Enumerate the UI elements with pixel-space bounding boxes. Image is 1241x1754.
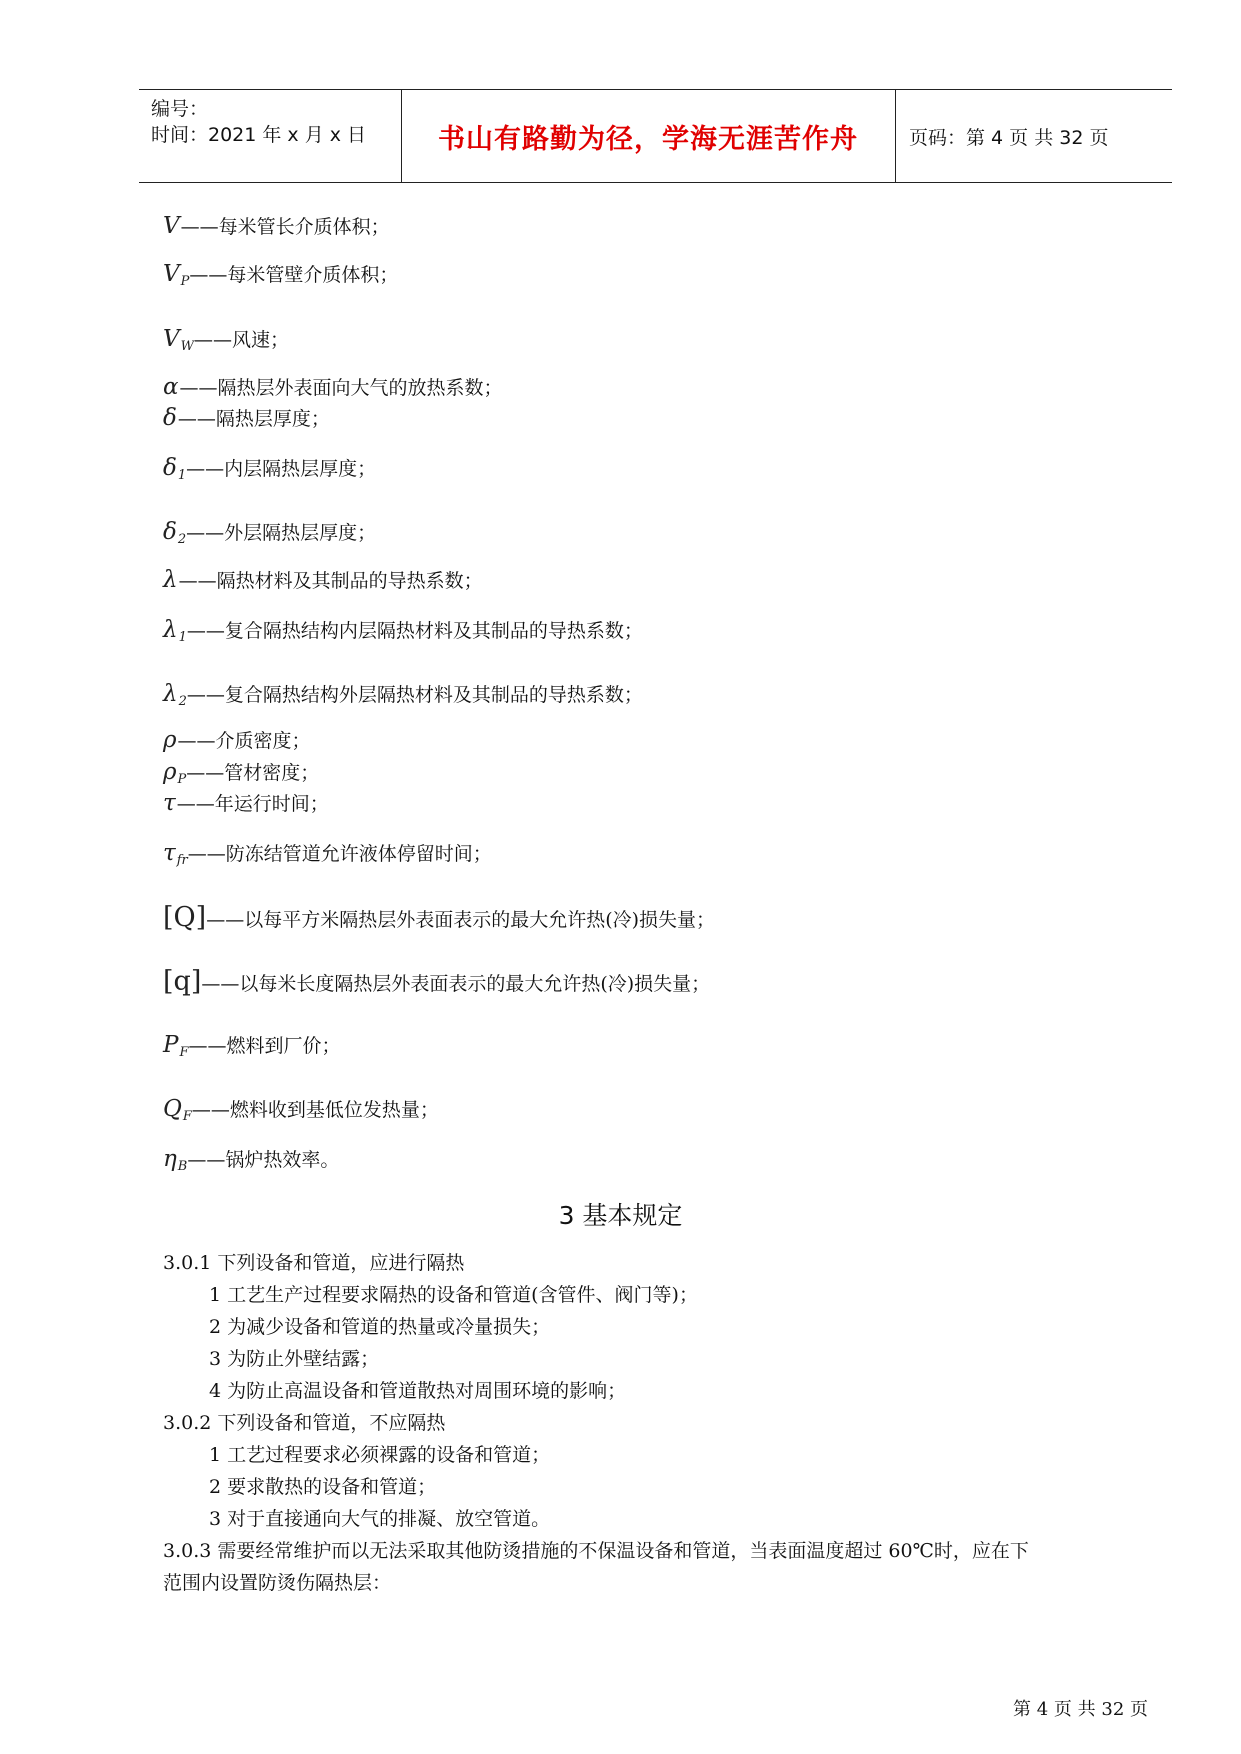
symbol-desc: ——燃料收到基低位发热量； xyxy=(191,1099,439,1121)
symbol: $\delta_1$ xyxy=(163,455,187,483)
symbol-def xyxy=(163,454,376,483)
motto: 书山有路勤为径，学海无涯苦作舟 xyxy=(438,123,858,155)
time-label: 时间：2021 年 x 月 x 日 xyxy=(151,124,367,146)
symbol-def xyxy=(163,566,483,595)
page-code: 页码：第 4 页 共 32 页 xyxy=(909,126,1109,149)
symbol-desc: ——防冻结管道允许液体停留时间； xyxy=(187,843,492,865)
symbol: δ xyxy=(163,405,177,431)
symbol-desc: ——外层隔热层厚度； xyxy=(186,522,377,544)
symbol-desc: ——内层隔热层厚度； xyxy=(186,458,377,480)
symbol-desc: ——介质密度； xyxy=(177,730,311,752)
symbol-def xyxy=(163,966,710,997)
symbol: $\eta_B$ xyxy=(163,1146,188,1174)
symbol: V xyxy=(163,213,180,239)
symbol-desc: ——隔热层外表面向大气的放热系数； xyxy=(179,377,503,399)
clause-item: 2 为减少设备和管道的热量或冷量损失； xyxy=(209,1316,551,1338)
clause-3-0-3-continued: 范围内设置防烫伤隔热层： xyxy=(163,1572,392,1594)
symbol-def xyxy=(163,373,503,402)
clause-item: 3 对于直接通向大气的排凝、放空管道。 xyxy=(209,1508,551,1530)
symbol-def xyxy=(163,325,289,354)
symbol: [Q] xyxy=(163,902,207,933)
clause-3-0-3: 3.0.3 需要经常维护而以无法采取其他防烫措施的不保温设备和管道，当表面温度超过 60℃时，应在下 xyxy=(163,1540,1029,1562)
symbol-def xyxy=(163,680,643,709)
section-title: 3 基本规定 xyxy=(558,1201,683,1230)
symbol-def xyxy=(163,902,715,933)
symbol-def xyxy=(163,1095,439,1124)
header-motto-cell xyxy=(401,90,896,182)
symbol: λ xyxy=(163,567,178,593)
serial-label: 编号： xyxy=(151,98,209,120)
symbol-desc: ——复合隔热结构内层隔热材料及其制品的导热系数； xyxy=(186,620,643,642)
symbol-desc: ——每米管长介质体积； xyxy=(180,216,390,238)
symbol-def xyxy=(163,1145,339,1174)
symbol-desc: ——燃料到厂价； xyxy=(188,1035,341,1057)
symbol: $V_W$ xyxy=(163,326,194,354)
symbol-def xyxy=(163,839,492,868)
header-right-cell xyxy=(895,90,1172,182)
symbol-desc: ——风速； xyxy=(194,329,290,351)
symbol-desc: ——隔热层厚度； xyxy=(177,408,330,430)
symbol-desc: ——以每平方米隔热层外表面表示的最大允许热(冷)损失量； xyxy=(206,909,716,931)
symbol: $Q_F$ xyxy=(163,1096,192,1124)
symbol-desc: ——每米管壁介质体积； xyxy=(189,264,399,286)
symbol-desc: ——管材密度； xyxy=(186,762,320,784)
symbol-def xyxy=(163,212,390,241)
symbol-desc: ——锅炉热效率。 xyxy=(187,1149,340,1171)
symbol-def xyxy=(163,758,319,787)
symbol: $\rho_P$ xyxy=(163,759,187,787)
symbol: $\lambda_2$ xyxy=(163,681,187,709)
symbol-def xyxy=(163,616,643,645)
symbol: $V_P$ xyxy=(163,261,190,289)
symbol: $P_F$ xyxy=(163,1032,189,1060)
symbol-def xyxy=(163,1031,341,1060)
symbol-def xyxy=(163,726,311,755)
symbol-desc: ——复合隔热结构外层隔热材料及其制品的导热系数； xyxy=(186,684,643,706)
symbol: $\tau_{fr}$ xyxy=(163,840,188,868)
symbol-def xyxy=(163,260,398,289)
clause-item: 2 要求散热的设备和管道； xyxy=(209,1476,437,1498)
symbol: $\delta_2$ xyxy=(163,519,187,547)
clause-item: 1 工艺过程要求必须裸露的设备和管道； xyxy=(209,1444,551,1466)
page-header xyxy=(139,89,1172,183)
clause-item: 3 为防止外壁结露； xyxy=(209,1348,380,1370)
symbol: [q] xyxy=(163,966,202,997)
clause-3-0-1: 3.0.1 下列设备和管道，应进行隔热 xyxy=(163,1252,465,1274)
symbol: $\lambda_1$ xyxy=(163,617,187,645)
clause-item: 1 工艺生产过程要求隔热的设备和管道(含管件、阀门等)； xyxy=(209,1284,698,1306)
clause-item: 4 为防止高温设备和管道散热对周围环境的影响； xyxy=(209,1380,627,1402)
symbol: τ xyxy=(163,790,176,816)
header-left-cell xyxy=(139,90,402,182)
symbol: α xyxy=(163,374,179,400)
symbol-def xyxy=(163,404,330,433)
symbol-def xyxy=(163,789,329,818)
symbol-desc: ——年运行时间； xyxy=(176,793,329,815)
symbol-desc: ——以每米长度隔热层外表面表示的最大允许热(冷)损失量； xyxy=(201,973,711,995)
symbol-desc: ——隔热材料及其制品的导热系数； xyxy=(178,570,483,592)
symbol-def xyxy=(163,518,376,547)
clause-3-0-2: 3.0.2 下列设备和管道，不应隔热 xyxy=(163,1412,446,1434)
symbol: ρ xyxy=(163,727,177,753)
page-footer: 第 4 页 共 32 页 xyxy=(1013,1699,1148,1720)
